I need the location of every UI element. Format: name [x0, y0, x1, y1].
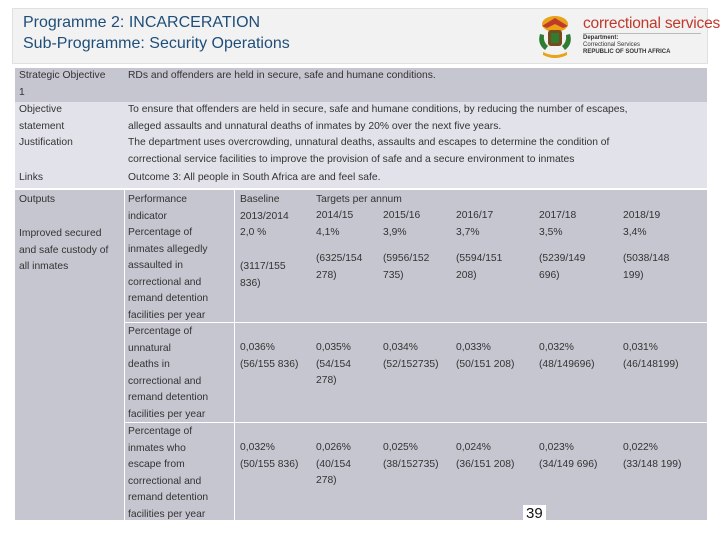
- pct-y5: 3,4%: [623, 227, 647, 238]
- logo-line-3: REPUBLIC OF SOUTH AFRICA: [583, 49, 671, 55]
- indicator-escapes: Percentage of inmates who escape from correctional and remand detention facilities per year: [128, 426, 209, 520]
- pct-y2: 3,9%: [383, 227, 407, 238]
- indicator-assault: Percentage of inmates allegedly assaulted in correctional and remand detention facilities per year: [128, 227, 209, 321]
- logo-line-2: Correctional Services: [583, 42, 641, 48]
- slide-title: [23, 12, 290, 54]
- row-objective-statement: [15, 102, 707, 135]
- indicator-header: Performance indicator: [128, 194, 187, 222]
- page-number: 39: [523, 505, 546, 522]
- strategic-objective-label: Strategic Objective 1: [19, 70, 106, 98]
- logo-subtitle: [583, 35, 670, 56]
- slide-header: [12, 8, 720, 64]
- deaths-y1: 0,035% (54/154 278): [316, 342, 351, 386]
- links-label: Links: [19, 172, 44, 183]
- deaths-y4: 0,032% (48/149696): [539, 342, 595, 370]
- targets-header: Targets per annum: [316, 194, 402, 205]
- row-justification: [15, 135, 707, 168]
- logo-name: correctional services: [583, 15, 720, 32]
- escapes-y3: 0,024% (36/151 208): [456, 442, 515, 470]
- objective-statement-text: To ensure that offenders are held in secure, safe and humane conditions, by reducing the number of escapes, alleged assaults and unnatural deaths of inmates by 20% over the next five years.: [128, 104, 628, 132]
- assault-y2: (5956/152 735): [383, 253, 430, 281]
- links-text: Outcome 3: All people in South Africa are and feel safe.: [128, 172, 381, 183]
- deaths-y2: 0,034% (52/152735): [383, 342, 439, 370]
- title-line-1: Programme 2: INCARCERATION: [23, 14, 261, 31]
- outputs-label: Outputs: [19, 194, 56, 205]
- justification-label: Justification: [19, 137, 73, 148]
- output-description: Improved secured and safe custody of all inmates: [19, 228, 109, 272]
- deaths-y5: 0,031% (46/148199): [623, 342, 679, 370]
- title-line-2: Sub-Programme: Security Operations: [23, 35, 290, 52]
- escapes-y4: 0,023% (34/149 696): [539, 442, 598, 470]
- pct-y4: 3,5%: [539, 227, 563, 238]
- year-header-2: 2015/16: [383, 210, 421, 221]
- escapes-baseline: 0,032% (50/155 836): [240, 442, 299, 470]
- escapes-y2: 0,025% (38/152735): [383, 442, 439, 470]
- deaths-baseline: 0,036% (56/155 836): [240, 342, 299, 370]
- pct-y1: 4,1%: [316, 227, 340, 238]
- escapes-y1: 0,026% (40/154 278): [316, 442, 351, 486]
- outputs-section: [15, 190, 707, 520]
- row-links: [15, 168, 707, 188]
- assault-y1: (6325/154 278): [316, 253, 363, 281]
- assault-y5: (5038/148 199): [623, 253, 670, 281]
- logo-line-1: Department:: [583, 35, 619, 41]
- objective-statement-label: Objective statement: [19, 104, 65, 132]
- year-header-4: 2017/18: [539, 210, 577, 221]
- strategic-objective-text: RDs and offenders are held in secure, safe and humane conditions.: [128, 70, 436, 81]
- assault-y3: (5594/151 208): [456, 253, 503, 281]
- department-logo: [531, 13, 720, 61]
- pct-y3: 3,7%: [456, 227, 480, 238]
- escapes-y5: 0,022% (33/148 199): [623, 442, 682, 470]
- baseline-header: Baseline 2013/2014: [240, 194, 289, 222]
- deaths-y3: 0,033% (50/151 208): [456, 342, 515, 370]
- indicator-deaths: Percentage of unnatural deaths in correctional and remand detention facilities per year: [128, 326, 209, 420]
- pct-baseline: 2,0 %: [240, 227, 267, 238]
- assault-baseline: (3117/155 836): [240, 261, 286, 289]
- row-strategic-objective: [15, 68, 707, 102]
- year-header-3: 2016/17: [456, 210, 494, 221]
- assault-y4: (5239/149 696): [539, 253, 586, 281]
- coat-of-arms-icon: [533, 14, 577, 60]
- year-header-1: 2014/15: [316, 210, 354, 221]
- year-header-5: 2018/19: [623, 210, 661, 221]
- logo-divider: [583, 33, 701, 34]
- justification-text: The department uses overcrowding, unnatural deaths, assaults and escapes to determine the condition of correctional service facilities to improve the provision of safe and a secure environment to inmates: [128, 137, 610, 165]
